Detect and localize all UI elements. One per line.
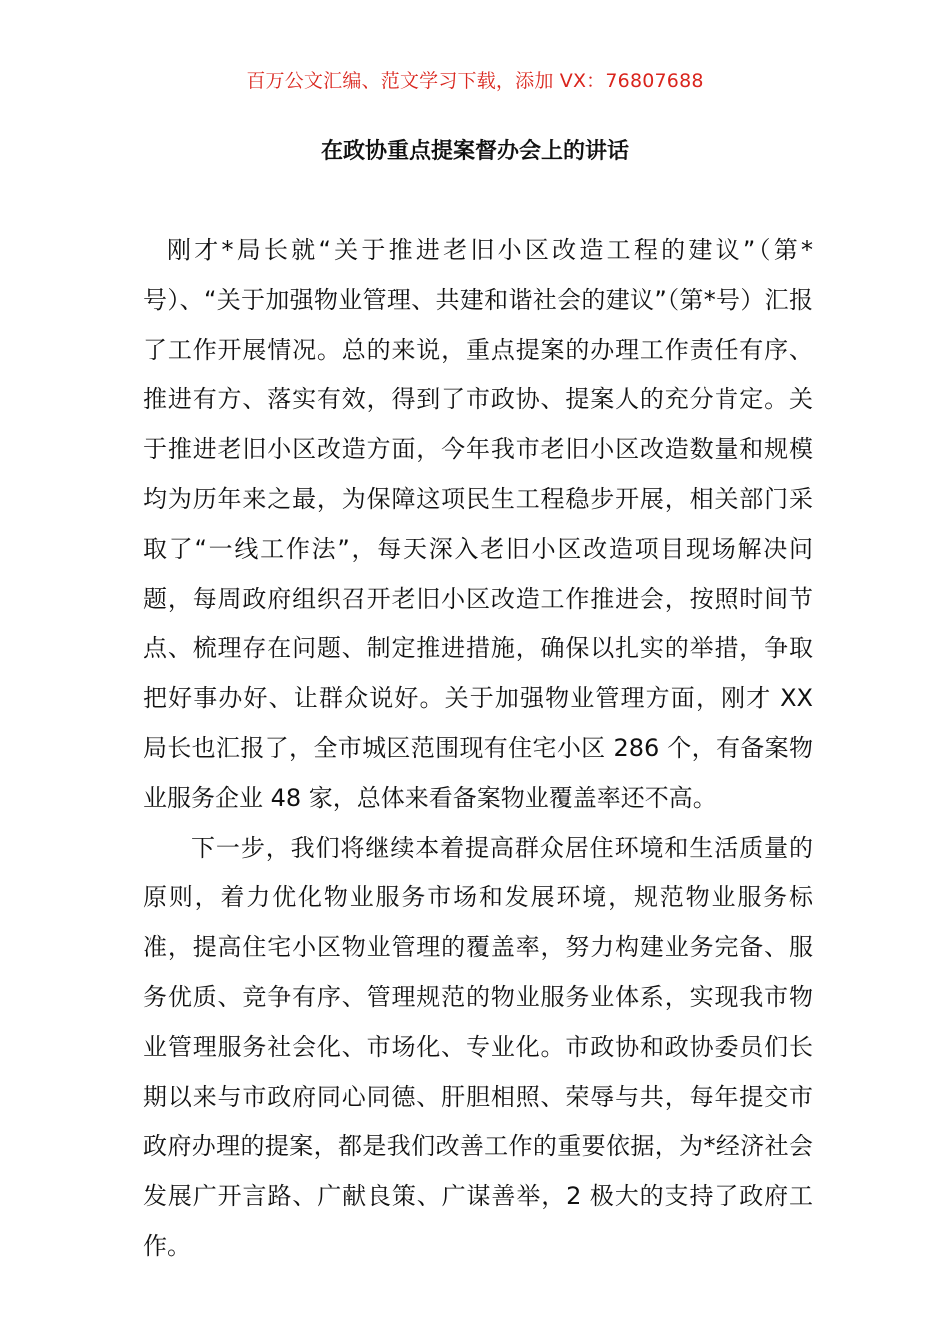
document-title: 在政协重点提案督办会上的讲话 xyxy=(320,139,629,164)
paragraph-1: 刚才*局长就“关于推进老旧小区改造工程的建议”（第*号）、“关于加强物业管理、共建和谐社会的建议”（第*号）汇报了工作开展情况。总的来说，重点提案的办理工作责任有序、推进有方、落实有效，得到了市政协、提案人的充分肯定。关于推进老旧小区改造方面，今年我市老旧小区改造数量和规模均为历年来之最，为保障这项民生工程稳步开展，相关部门采取了“一线工作法”，每天深入老旧小区改造项目现场解决问题，每周政府组织召开老旧小区改造工作推进会，按照时间节点、梳理存在问题、制定推进措施，确保以扎实的举措，争取把好事办好、让群众说好。关于加强物业管理方面，刚才 XX 局长也汇报了，全市城区范围现有住宅小区 286 个，有备案物业服务企业 48 家，总体来看备案物业覆盖率还不高。 xyxy=(143,236,813,812)
paragraph-2: 下一步，我们将继续本着提高群众居住环境和生活质量的原则，着力优化物业服务市场和发展环境，规范物业服务标准，提高住宅小区物业管理的覆盖率，努力构建业务完备、服务优质、竞争有序、管理规范的物业服务业体系，实现我市物业管理服务社会化、市场化、专业化。市政协和政协委员们长期以来与市政府同心同德、肝胆相照、荣辱与共，每年提交市政府办理的提案，都是我们改善工作的重要依据，为*经济社会发展广开言路、广献良策、广谋善举，2 极大的支持了政府工作。 xyxy=(143,833,813,1260)
document-body xyxy=(143,226,813,1272)
header-notice: 百万公文汇编、范文学习下载，添加 VX：76807688 xyxy=(246,70,704,92)
